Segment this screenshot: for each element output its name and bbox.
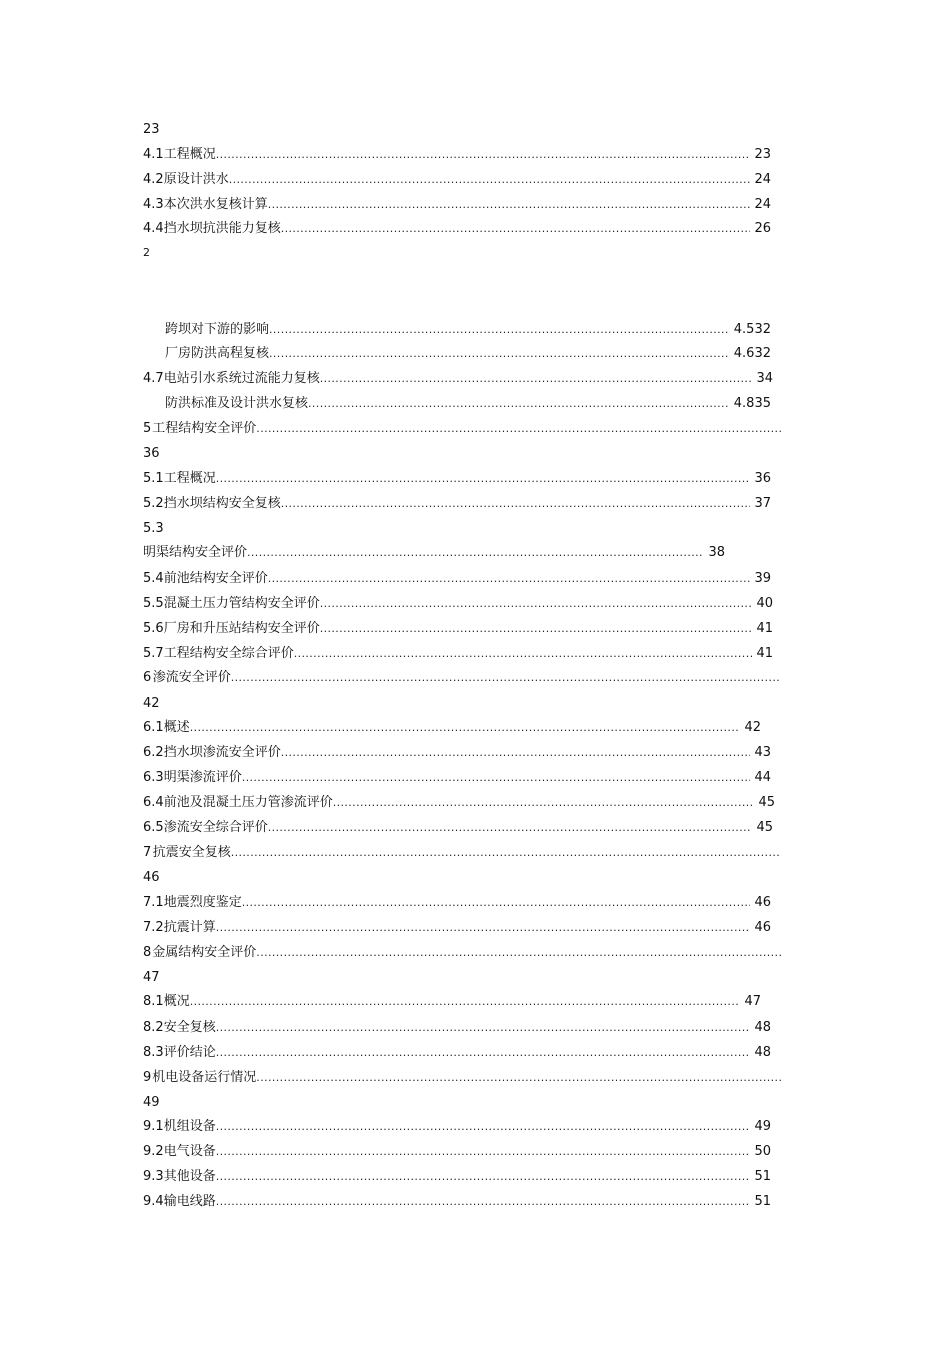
toc-entry-title: 渗流安全综合评价: [163, 820, 268, 835]
toc-entry-title: 金属结构安全评价: [152, 945, 257, 960]
toc-leader-dots: [242, 768, 751, 788]
toc-leader-dots: [216, 1142, 751, 1162]
toc-leader-dots: [247, 543, 704, 563]
toc-entry-5-5[interactable]: [143, 594, 773, 614]
toc-leader-dots: [231, 668, 781, 688]
toc-text-line: 5.3: [143, 521, 164, 536]
toc-entry-title: 混凝土压力管结构安全评价: [163, 596, 320, 611]
toc-entry-page: 42: [744, 720, 761, 735]
toc-chapter-8[interactable]: [143, 943, 783, 963]
toc-leader-dots: [216, 1117, 751, 1137]
toc-entry-number: 8.1: [143, 994, 164, 1009]
toc-entry-title: 电站引水系统过流能力复核: [163, 371, 320, 386]
toc-entry-page: 48: [754, 1020, 771, 1035]
toc-entry-page: 51: [754, 1169, 771, 1184]
toc-entry-title: 跨坝对下游的影响: [165, 322, 270, 337]
toc-entry-number: 8: [143, 945, 152, 960]
toc-leader-dots: [256, 943, 783, 963]
toc-entry-page: 41: [756, 621, 773, 636]
toc-entry-number: 8.2: [143, 1020, 164, 1035]
toc-entry-page: 51: [754, 1194, 771, 1209]
toc-entry-page: 49: [754, 1119, 771, 1134]
toc-entry-5-3[interactable]: [143, 543, 725, 563]
toc-entry-page: 26: [754, 221, 771, 236]
toc-leader-dots: [190, 718, 741, 738]
toc-leader-dots: [320, 594, 753, 614]
toc-leader-dots: [269, 344, 730, 364]
toc-entry-page: 23: [754, 147, 771, 162]
toc-entry-title: 挡水坝抗洪能力复核: [163, 221, 281, 236]
toc-entry-page: 45: [758, 795, 775, 810]
toc-entry-number: 9.1: [143, 1119, 164, 1134]
toc-leader-dots: [320, 619, 753, 639]
toc-entry-7-2[interactable]: [143, 918, 771, 938]
toc-entry-number: 9.4: [143, 1194, 164, 1209]
toc-entry-5-2[interactable]: [143, 494, 771, 514]
toc-entry-title: 厂房防洪高程复核: [165, 346, 270, 361]
toc-entry-page: 47: [744, 994, 761, 1009]
toc-entry-title: 前池及混凝土压力管渗流评价: [163, 795, 333, 810]
toc-entry-title: 防洪标准及设计洪水复核: [165, 396, 309, 411]
toc-chapter-5[interactable]: [143, 419, 783, 439]
toc-leader-dots: [216, 1192, 751, 1212]
toc-entry-title: 渗流安全评价: [152, 670, 231, 685]
toc-entry-page: 37: [754, 496, 771, 511]
toc-entry-number: 6.4: [143, 795, 164, 810]
toc-leader-dots: [216, 145, 751, 165]
toc-entry-page: 40: [756, 596, 773, 611]
toc-entry-number: 7: [143, 845, 152, 860]
toc-text-line: 49: [143, 1095, 160, 1110]
toc-entry-title: 地震烈度鉴定: [163, 895, 242, 910]
toc-leader-dots: [281, 743, 751, 763]
toc-entry-number: 9: [143, 1070, 152, 1085]
toc-entry-page: 43: [754, 745, 771, 760]
toc-entry-page: 24: [754, 197, 771, 212]
toc-entry-page: 24: [754, 172, 771, 187]
toc-leader-dots: [216, 918, 751, 938]
toc-entry-5-6[interactable]: [143, 619, 773, 639]
toc-entry-title: 其他设备: [163, 1169, 216, 1184]
toc-leader-dots: [320, 369, 753, 389]
toc-chapter-6[interactable]: [143, 668, 781, 688]
toc-entry-title: 厂房和升压站结构安全评价: [163, 621, 320, 636]
toc-entry-page: 41: [756, 646, 773, 661]
toc-entry-title: 前池结构安全评价: [163, 571, 268, 586]
toc-entry-number: 6.5: [143, 820, 164, 835]
toc-entry-6-4[interactable]: [143, 793, 775, 813]
toc-text-line: 47: [143, 970, 160, 985]
toc-leader-dots: [269, 320, 730, 340]
toc-entry-title: 工程概况: [163, 147, 216, 162]
toc-entry-number: 9.2: [143, 1144, 164, 1159]
toc-leader-dots: [216, 1018, 751, 1038]
toc-leader-dots: [268, 195, 751, 215]
toc-entry-number: 6.3: [143, 770, 164, 785]
toc-entry-8-2[interactable]: [143, 1018, 771, 1038]
toc-entry-9-3[interactable]: [143, 1167, 771, 1187]
toc-entry-6-3[interactable]: [143, 768, 771, 788]
toc-text-line: 2: [143, 246, 150, 259]
toc-leader-dots: [216, 1043, 751, 1063]
toc-entry-page: 48: [754, 1045, 771, 1060]
toc-entry-4-6[interactable]: [165, 344, 771, 364]
toc-entry-4-4[interactable]: [143, 219, 771, 239]
toc-entry-6-2[interactable]: [143, 743, 771, 763]
toc-entry-number: 5.4: [143, 571, 164, 586]
toc-entry-9-1[interactable]: [143, 1117, 771, 1137]
toc-entry-title: 抗震安全复核: [152, 845, 231, 860]
toc-leader-dots: [242, 893, 751, 913]
toc-leader-dots: [268, 818, 753, 838]
toc-entry-title: 原设计洪水: [163, 172, 229, 187]
toc-entry-title: 评价结论: [163, 1045, 216, 1060]
toc-entry-title: 输电线路: [163, 1194, 216, 1209]
toc-leader-dots: [231, 843, 781, 863]
toc-entry-9-4[interactable]: [143, 1192, 771, 1212]
toc-entry-8-1[interactable]: [143, 992, 761, 1012]
toc-entry-number: 5.1: [143, 471, 164, 486]
toc-entry-number: 7.2: [143, 920, 164, 935]
toc-entry-5-1[interactable]: [143, 469, 771, 489]
toc-entry-number: 6.1: [143, 720, 164, 735]
toc-entry-number: 4.7: [143, 371, 164, 386]
toc-entry-title: 工程概况: [163, 471, 216, 486]
toc-leader-dots: [216, 1167, 751, 1187]
toc-entry-title: 本次洪水复核计算: [163, 197, 268, 212]
toc-entry-4-2[interactable]: [143, 170, 771, 190]
toc-entry-title: 概况: [163, 994, 190, 1009]
toc-chapter-9[interactable]: [143, 1068, 783, 1088]
toc-entry-6-5[interactable]: [143, 818, 773, 838]
toc-entry-page: 4.532: [733, 322, 771, 337]
toc-leader-dots: [281, 494, 751, 514]
toc-entry-page: 38: [708, 545, 725, 560]
toc-entry-page: 46: [754, 920, 771, 935]
toc-entry-4-3[interactable]: [143, 195, 771, 215]
toc-entry-7-1[interactable]: [143, 893, 771, 913]
toc-entry-number: 5: [143, 421, 152, 436]
toc-leader-dots: [216, 469, 751, 489]
toc-entry-page: 50: [754, 1144, 771, 1159]
toc-leader-dots: [281, 219, 751, 239]
toc-entry-8-3[interactable]: [143, 1043, 771, 1063]
toc-entry-number: 6: [143, 670, 152, 685]
toc-entry-title: 明渠结构安全评价: [143, 545, 248, 560]
toc-entry-title: 明渠渗流评价: [163, 770, 242, 785]
toc-entry-number: 4.2: [143, 172, 164, 187]
toc-entry-page: 39: [754, 571, 771, 586]
toc-entry-4-8[interactable]: [165, 394, 771, 414]
toc-entry-title: 抗震计算: [163, 920, 216, 935]
toc-entry-4-7[interactable]: [143, 369, 773, 389]
toc-entry-page: 36: [754, 471, 771, 486]
toc-entry-number: 7.1: [143, 895, 164, 910]
toc-leader-dots: [256, 1068, 783, 1088]
toc-entry-5-7[interactable]: [143, 644, 773, 664]
toc-entry-page: 34: [756, 371, 773, 386]
toc-text-line: 36: [143, 446, 160, 461]
toc-entry-title: 挡水坝结构安全复核: [163, 496, 281, 511]
toc-entry-title: 电气设备: [163, 1144, 216, 1159]
toc-leader-dots: [190, 992, 741, 1012]
toc-entry-4-5[interactable]: [165, 320, 771, 340]
toc-entry-title: 机组设备: [163, 1119, 216, 1134]
toc-entry-6-1[interactable]: [143, 718, 761, 738]
toc-entry-number: 5.7: [143, 646, 164, 661]
toc-leader-dots: [256, 419, 783, 439]
toc-entry-page: 44: [754, 770, 771, 785]
toc-entry-number: 4.1: [143, 147, 164, 162]
toc-entry-page: 45: [756, 820, 773, 835]
toc-text-line: 42: [143, 696, 160, 711]
toc-entry-number: 4.4: [143, 221, 164, 236]
toc-entry-title: 概述: [163, 720, 190, 735]
toc-leader-dots: [229, 170, 751, 190]
toc-leader-dots: [294, 644, 753, 664]
toc-entry-9-2[interactable]: [143, 1142, 771, 1162]
toc-entry-page: 4.632: [733, 346, 771, 361]
toc-entry-number: 9.3: [143, 1169, 164, 1184]
toc-text-line: 46: [143, 870, 160, 885]
toc-entry-number: 5.2: [143, 496, 164, 511]
toc-entry-number: 8.3: [143, 1045, 164, 1060]
toc-entry-number: 5.5: [143, 596, 164, 611]
toc-entry-title: 安全复核: [163, 1020, 216, 1035]
toc-entry-title: 工程结构安全评价: [152, 421, 257, 436]
toc-chapter-7[interactable]: [143, 843, 781, 863]
toc-entry-number: 4.3: [143, 197, 164, 212]
toc-entry-page: 4.835: [733, 396, 771, 411]
toc-entry-number: 5.6: [143, 621, 164, 636]
toc-entry-4-1[interactable]: [143, 145, 771, 165]
toc-entry-number: 6.2: [143, 745, 164, 760]
toc-leader-dots: [268, 569, 751, 589]
toc-entry-5-4[interactable]: [143, 569, 771, 589]
toc-text-line: 23: [143, 122, 160, 137]
toc-entry-title: 机电设备运行情况: [152, 1070, 257, 1085]
toc-entry-title: 工程结构安全综合评价: [163, 646, 294, 661]
toc-entry-title: 挡水坝渗流安全评价: [163, 745, 281, 760]
toc-leader-dots: [308, 394, 730, 414]
toc-leader-dots: [333, 793, 755, 813]
toc-entry-page: 46: [754, 895, 771, 910]
